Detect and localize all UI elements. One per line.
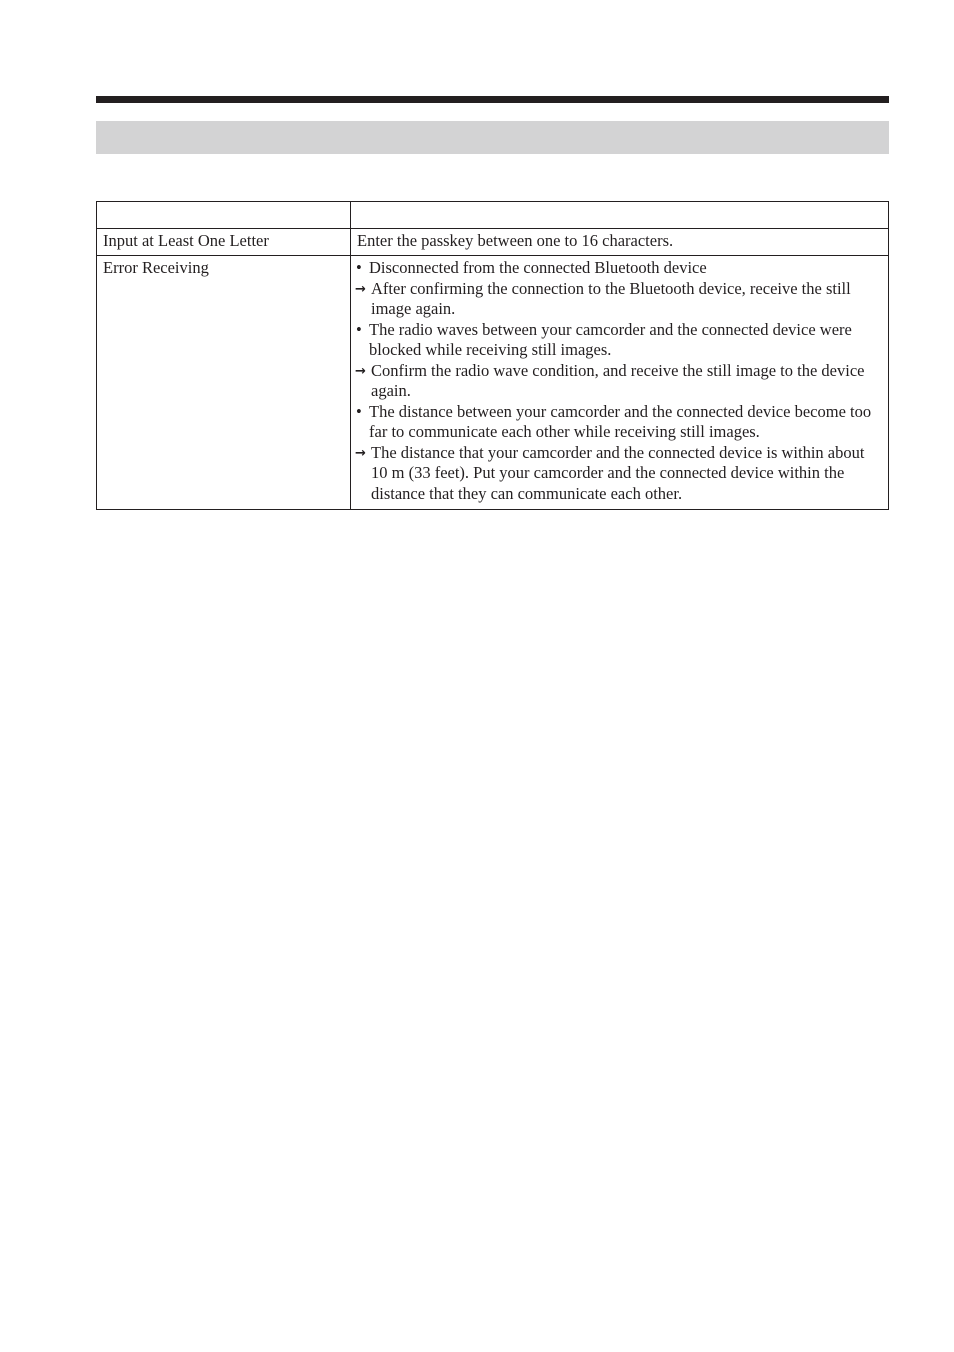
remedy-text: After confirming the connection to the Bluetooth device, receive the still image again. [371,278,851,318]
remedy-text: Confirm the radio wave condition, and receive the still image to the device again. [371,360,865,400]
cause-item [355,320,884,361]
cause-text: The distance between your camcorder and the connected device become too far to communicate each other while receiving still images. [369,401,872,441]
message-table [96,201,889,510]
details-text: Enter the passkey between one to 16 characters. [357,231,674,250]
bullet-icon: • [356,258,362,277]
cause-item [355,402,884,443]
details-cell [351,256,889,510]
table-row [97,229,889,256]
cause-item [355,258,884,279]
table-header-row [97,202,889,229]
message-text: Error Receiving [103,258,209,277]
bullet-icon: • [356,401,362,421]
remedy-item [355,279,884,320]
bullet-icon: • [356,319,362,339]
cause-text: Disconnected from the connected Bluetooth device [369,258,707,277]
arrow-right-icon: → [355,445,366,461]
top-rule [96,96,889,103]
table-row [97,256,889,510]
arrow-right-icon: → [355,281,366,297]
arrow-right-icon: → [355,363,366,379]
remedy-item [355,361,884,402]
remedy-item [355,443,884,505]
message-cell [97,256,351,510]
header-cell-message [97,202,351,229]
message-cell [97,229,351,256]
header-cell-details [351,202,889,229]
remedy-text: The distance that your camcorder and the connected device is within about 10 m (33 feet). Put your camcorder and the connected device within the distance that they can communicate each other. [371,442,865,503]
details-cell [351,229,889,256]
cause-text: The radio waves between your camcorder and the connected device were blocked while receiving still images. [369,319,852,359]
section-heading-band [96,121,889,154]
message-text: Input at Least One Letter [103,231,269,250]
